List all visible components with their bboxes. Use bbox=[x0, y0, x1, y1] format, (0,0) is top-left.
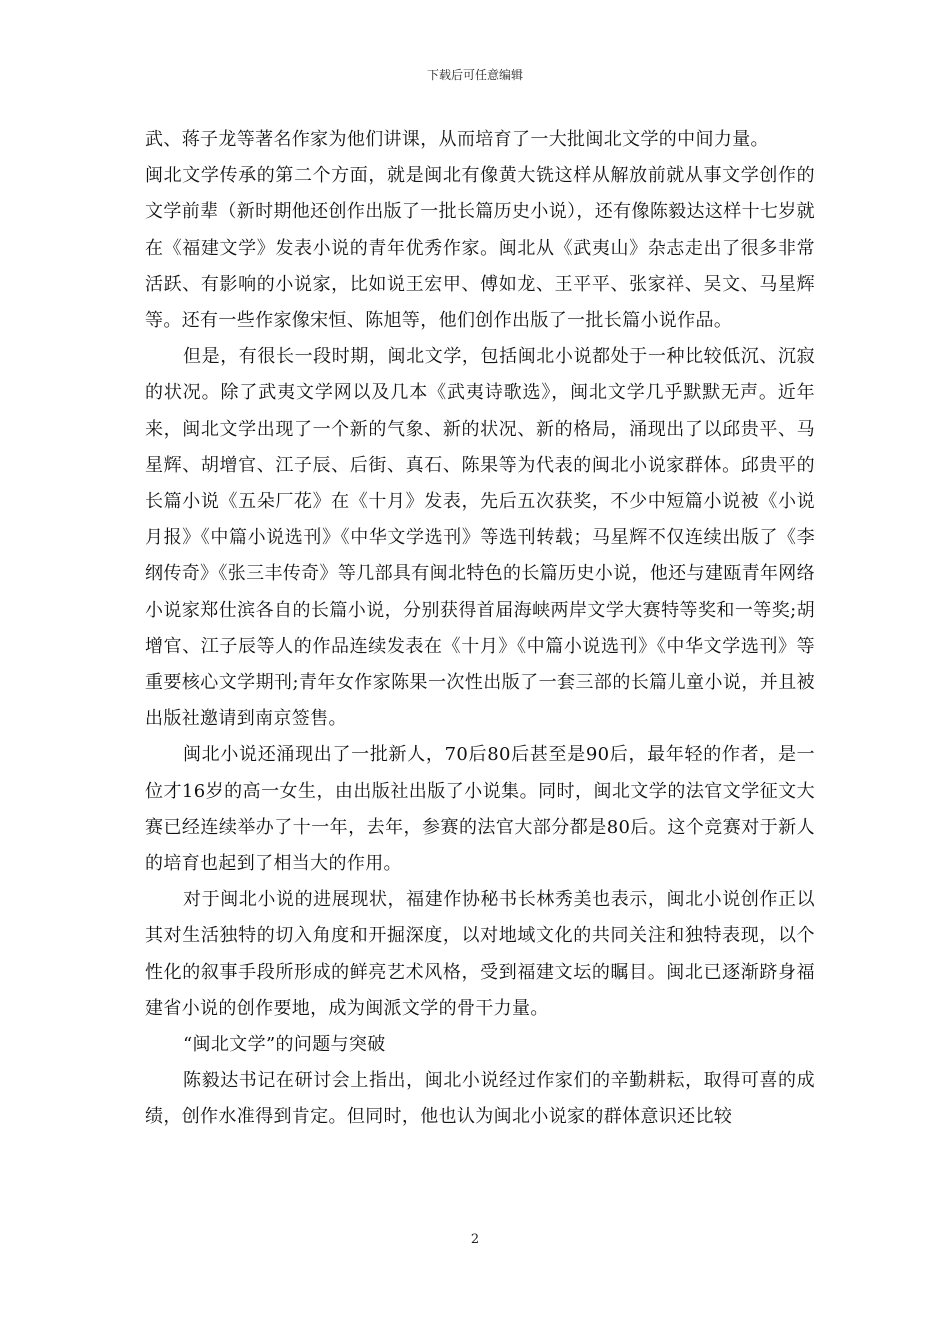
section-heading: “闽北文学”的问题与突破 bbox=[183, 1034, 386, 1056]
paragraph-continuation: 武、蒋子龙等著名作家为他们讲课，从而培育了一大批闽北文学的中间力量。 bbox=[145, 129, 769, 150]
paragraph: 陈毅达书记在研讨会上指出，闽北小说经过作家们的辛勤耕耘，取得可喜的成绩，创作水准得到肯定。但同时，他也认为闽北小说家的群体意识还比较 bbox=[145, 1070, 815, 1128]
paragraph: 闽北文学传承的第二个方面，就是闽北有像黄大铣这样从解放前就从事文学创作的文学前辈（新时期他还创作出版了一批长篇历史小说），还有像陈毅达这样十七岁就在《福建文学》发表小说的青年优秀作家。闽北从《武夷山》杂志走出了很多非常活跃、有影响的小说家，比如说王宏甲、傅如龙、王平平、张家祥、吴文、马星辉等。还有一些作家像宋恒、陈旭等，他们创作出版了一批长篇小说作品。 bbox=[145, 165, 815, 332]
page-header: 下载后可任意编辑 bbox=[426, 68, 523, 82]
paragraph: 闽北小说还涌现出了一批新人，70后80后甚至是90后，最年轻的作者，是一位才16岁的高一女生，由出版社出版了小说集。同时，闽北文学的法官文学征文大赛已经连续举办了十一年，去年，参赛的法官大部分都是80后。这个竞赛对于新人的培育也起到了相当大的作用。 bbox=[145, 744, 815, 875]
document-body bbox=[145, 122, 815, 1136]
paragraph: 对于闽北小说的进展现状，福建作协秘书长林秀美也表示，闽北小说创作正以其对生活独特的切入角度和开掘深度，以对地域文化的共同关注和独特表现，以个性化的叙事手段所形成的鲜亮艺术风格，受到福建文坛的瞩目。闽北已逐渐跻身福建省小说的创作要地，成为闽派文学的骨干力量。 bbox=[145, 889, 815, 1019]
page-number: 2 bbox=[470, 1232, 480, 1247]
paragraph: 但是，有很长一段时期，闽北文学，包括闽北小说都处于一种比较低沉、沉寂的状况。除了武夷文学网以及几本《武夷诗歌选》，闽北文学几乎默默无声。近年来，闽北文学出现了一个新的气象、新的状况、新的格局，涌现出了以邱贵平、马星辉、胡增官、江子辰、后街、真石、陈果等为代表的闽北小说家群体。邱贵平的长篇小说《五朵厂花》在《十月》发表，先后五次获奖，不少中短篇小说被《小说月报》《中篇小说选刊》《中华文学选刊》等选刊转载；马星辉不仅连续出版了《李纲传奇》《张三丰传奇》等几部具有闽北特色的长篇历史小说，他还与建瓯青年网络小说家郑仕滨各自的长篇小说，分别获得首届海峡两岸文学大赛特等奖和一等奖;胡增官、江子辰等人的作品连续发表在《十月》《中篇小说选刊》《中华文学选刊》等重要核心文学期刊;青年女作家陈果一次性出版了一套三部的长篇儿童小说，并且被出版社邀请到南京签售。 bbox=[145, 346, 815, 730]
